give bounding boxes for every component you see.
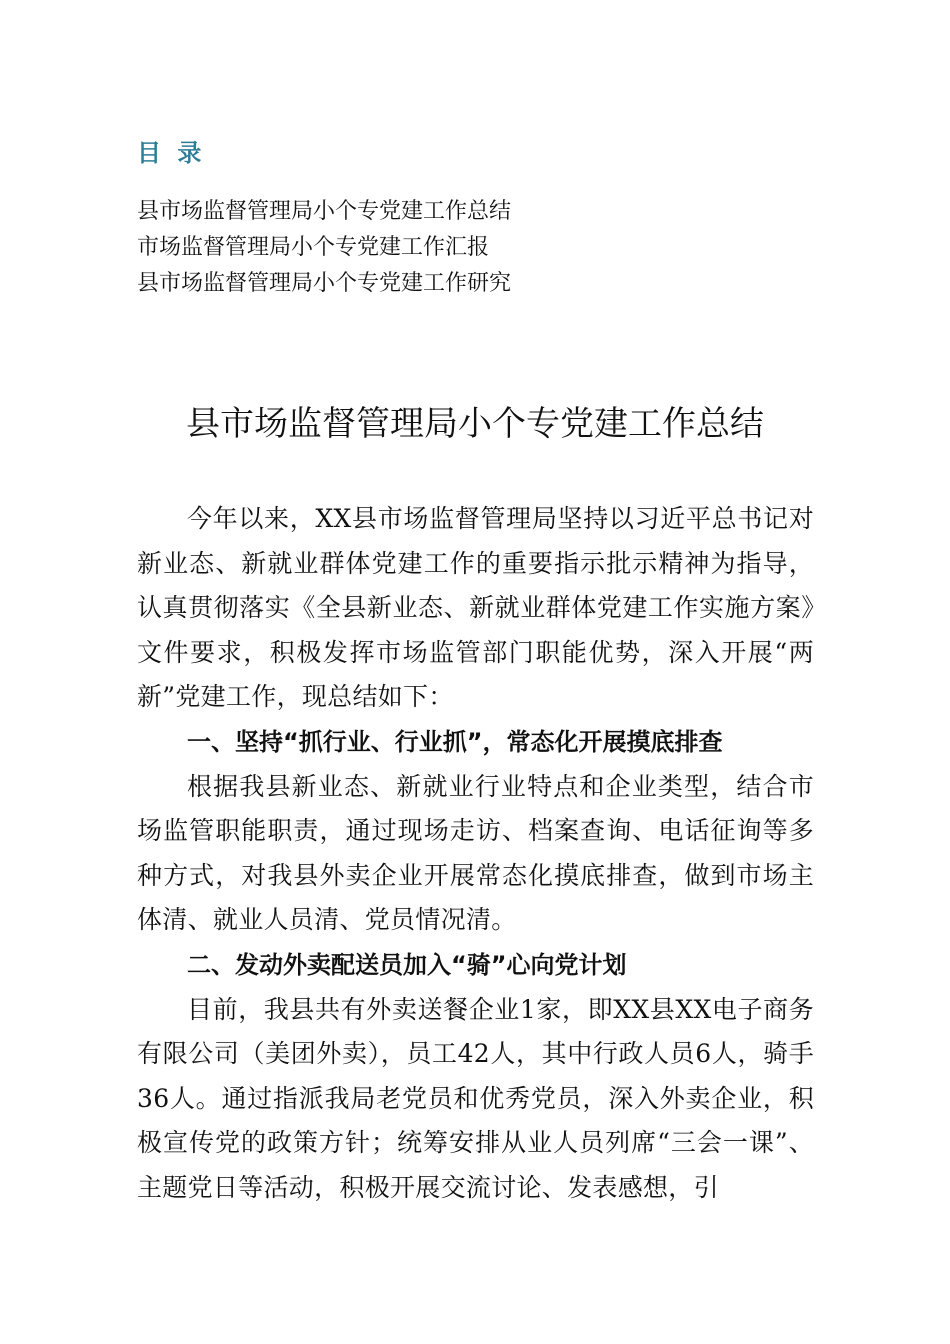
toc-item[interactable]: 县市场监督管理局小个专党建工作研究 <box>137 271 512 296</box>
toc-heading: 目 录 <box>137 139 206 167</box>
document-title: 县市场监督管理局小个专党建工作总结 <box>186 404 764 444</box>
section-heading: 二、发动外卖配送员加入“骑”心向党计划 <box>187 950 627 979</box>
section-heading: 一、坚持“抓行业、行业抓”，常态化开展摸底排查 <box>187 727 723 756</box>
section-paragraph: 目前，我县共有外卖送餐企业1家，即XX县XX电子商务有限公司（美团外卖），员工42人，其中行政人员6人，骑手36人。通过指派我局老党员和优秀党员，深入外卖企业，积极宣传党的政策方针；统筹安排从业人员列席“三会一课”、主题党日等活动，积极开展交流讨论、发表感想，引 <box>137 994 814 1202</box>
intro-paragraph: 今年以来，XX县市场监督管理局坚持以习近平总书记对新业态、新就业群体党建工作的重要指示批示精神为指导，认真贯彻落实《全县新业态、新就业群体党建工作实施方案》文件要求，积极发挥市场监管部门职能优势，深入开展“两新”党建工作，现总结如下： <box>137 504 814 712</box>
toc-list <box>137 194 511 302</box>
toc-item[interactable]: 市场监督管理局小个专党建工作汇报 <box>137 235 490 260</box>
document-body <box>137 497 814 1211</box>
toc-item[interactable]: 县市场监督管理局小个专党建工作总结 <box>137 199 512 224</box>
section-paragraph: 根据我县新业态、新就业行业特点和企业类型，结合市场监管职能职责，通过现场走访、档案查询、电话征询等多种方式，对我县外卖企业开展常态化摸底排查，做到市场主体清、就业人员清、党员情况清。 <box>137 771 814 935</box>
